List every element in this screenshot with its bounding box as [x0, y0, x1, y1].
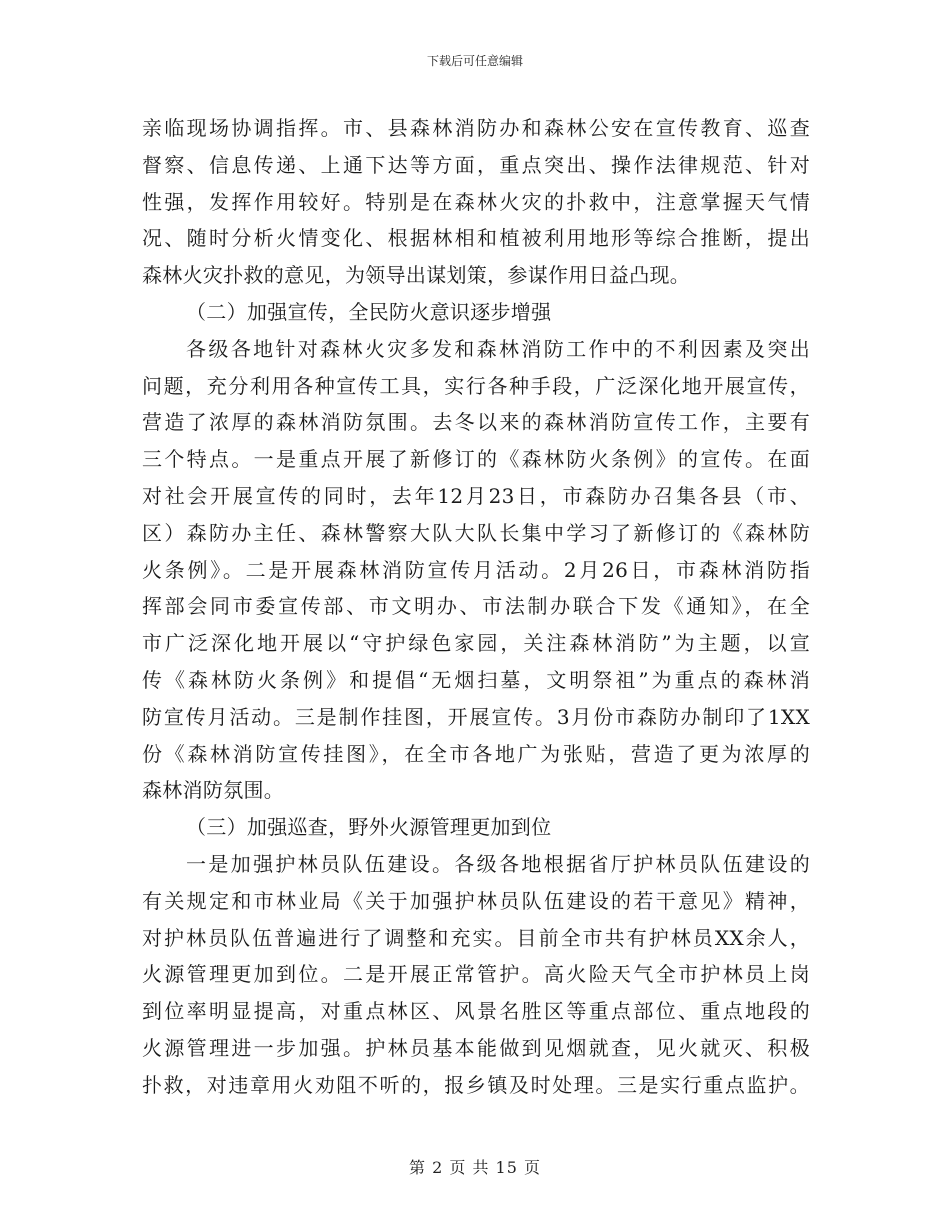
text-line: 市广泛深化地开展以“守护绿色家园，关注森林消防”为主题，以宣 — [142, 631, 810, 656]
text-line: 有关规定和市林业局《关于加强护林员队伍建设的若干意见》精神， — [142, 888, 810, 913]
page-number-footer: 第 2 页 共 15 页 — [409, 1158, 541, 1177]
text-line: 挥部会同市委宣传部、市文明办、市法制办联合下发《通知》，在全 — [142, 594, 810, 619]
text-line: 传《森林防火条例》和提倡“无烟扫墓，文明祭祖”为重点的森林消 — [142, 667, 810, 692]
text-line: 对护林员队伍普遍进行了调整和充实。目前全市共有护林员XX余人， — [142, 925, 810, 950]
text-line: 营造了浓厚的森林消防氛围。去冬以来的森林消防宣传工作，主要有 — [142, 410, 810, 435]
text-line: 防宣传月活动。三是制作挂图，开展宣传。3月份市森防办制印了1XX — [142, 704, 810, 729]
text-line: 各级各地针对森林火灾多发和森林消防工作中的不利因素及突出 — [186, 336, 810, 361]
text-line: （二）加强宣传，全民防火意识逐步增强 — [186, 299, 552, 324]
text-line: 森林消防氛围。 — [142, 778, 285, 803]
document-body — [142, 110, 810, 1104]
text-line: 火源管理进一步加强。护林员基本能做到见烟就查，见火就灭、积极 — [142, 1035, 810, 1060]
text-line: 份《森林消防宣传挂图》，在全市各地广为张贴，营造了更为浓厚的 — [142, 741, 810, 766]
text-line: 森林火灾扑救的意见，为领导出谋划策，参谋作用日益凸现。 — [142, 263, 691, 288]
text-line: 区）森防办主任、森林警察大队大队长集中学习了新修订的《森林防 — [142, 520, 810, 545]
text-line: （三）加强巡查，野外火源管理更加到位 — [186, 815, 552, 840]
text-line: 督察、信息传递、上通下达等方面，重点突出、操作法律规范、针对 — [142, 152, 810, 177]
text-line: 火源管理更加到位。二是开展正常管护。高火险天气全市护林员上岗 — [142, 962, 810, 987]
text-line: 性强，发挥作用较好。特别是在森林火灾的扑救中，注意掌握天气情 — [142, 189, 810, 214]
text-line: 火条例》。二是开展森林消防宣传月活动。2月26日，市森林消防指 — [142, 557, 810, 582]
text-line: 问题，充分利用各种宣传工具，实行各种手段，广泛深化地开展宣传， — [142, 373, 810, 398]
page-header-note: 下载后可任意编辑 — [426, 54, 523, 68]
text-line: 三个特点。一是重点开展了新修订的《森林防火条例》的宣传。在面 — [142, 447, 810, 472]
text-line: 扑救，对违章用火劝阻不听的，报乡镇及时处理。三是实行重点监护。 — [142, 1072, 810, 1097]
text-line: 一是加强护林员队伍建设。各级各地根据省厅护林员队伍建设的 — [186, 851, 810, 876]
text-line: 到位率明显提高，对重点林区、风景名胜区等重点部位、重点地段的 — [142, 999, 810, 1024]
text-line: 况、随时分析火情变化、根据林相和植被利用地形等综合推断，提出 — [142, 226, 810, 251]
text-line: 对社会开展宣传的同时，去年12月23日，市森防办召集各县（市、 — [142, 483, 810, 508]
text-line: 亲临现场协调指挥。市、县森林消防办和森林公安在宣传教育、巡查 — [142, 116, 810, 140]
